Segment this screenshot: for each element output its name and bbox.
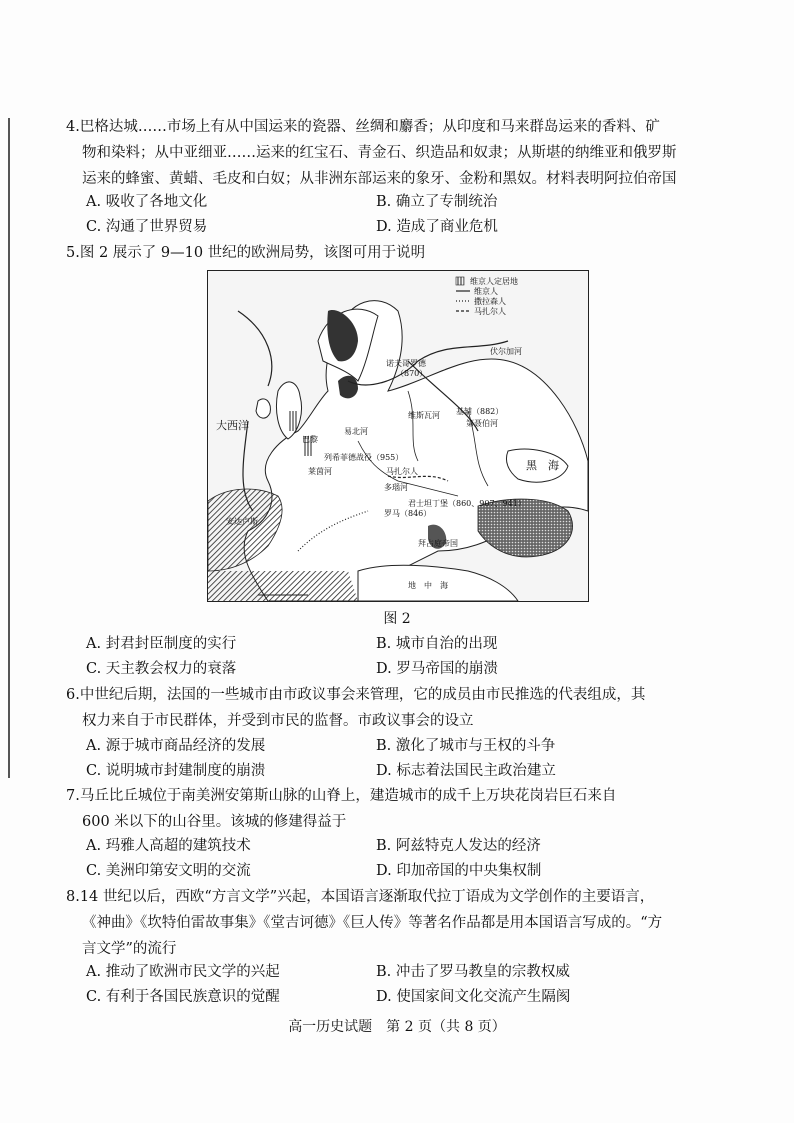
label-volga: 伏尔加河	[490, 347, 522, 356]
q5-option-c[interactable]: C. 天主教会权力的衰落	[86, 661, 237, 677]
question-8-options	[86, 960, 746, 1010]
q6-option-a[interactable]: A. 源于城市商品经济的发展	[86, 738, 266, 754]
figure-caption: 图 2	[383, 611, 411, 627]
page-footer: 高一历史试题 第 2 页（共 8 页）	[288, 1019, 506, 1035]
legend-viking-settlement: 维京人定居地	[470, 277, 518, 286]
label-paris: 巴黎	[302, 435, 318, 444]
q8-line-1: 8.14 世纪以后，西欧“方言文学”兴起，本国语言逐渐取代拉丁语成为文学创作的主要语言，	[66, 889, 655, 905]
label-byzantine: 拜占庭帝国	[418, 539, 458, 548]
q6-line-2: 权力来自于市民群体，并受到市民的监督。市政议事会的设立	[82, 713, 474, 729]
label-mediterranean: 地 中 海	[408, 581, 448, 590]
label-lechfeld: 列希菲德战役（955）	[324, 453, 404, 462]
q6-option-c[interactable]: C. 说明城市封建制度的崩溃	[86, 763, 266, 779]
q7-option-c[interactable]: C. 美洲印第安文明的交流	[86, 863, 251, 879]
label-elbe: 易北河	[344, 427, 368, 436]
q7-option-d[interactable]: D. 印加帝国的中央集权制	[376, 863, 542, 879]
q7-option-b[interactable]: B. 阿兹特克人发达的经济	[376, 838, 541, 854]
label-rome: 罗马（846）	[384, 509, 432, 518]
q5-line-1: 5.图 2 展示了 9—10 世纪的欧洲局势，该图可用于说明	[66, 245, 426, 261]
label-rhine: 莱茵河	[308, 467, 332, 476]
q4-option-b[interactable]: B. 确立了专制统治	[376, 194, 498, 210]
legend-saracens: 撒拉森人	[474, 297, 506, 306]
q6-option-b[interactable]: B. 激化了城市与王权的斗争	[376, 738, 556, 754]
legend-magyars: 马扎尔人	[474, 307, 506, 316]
page-margin-rule	[8, 118, 10, 778]
question-6-options	[86, 734, 746, 784]
europe-map-figure	[207, 270, 589, 602]
legend-vikings: 维京人	[474, 287, 498, 296]
q7-line-2: 600 米以下的山谷里。该城的修建得益于	[82, 814, 347, 830]
q6-line-1: 6.中世纪后期，法国的一些城市由市政议事会来管理，它的成员由市民推选的代表组成，其	[66, 687, 646, 703]
question-5-options	[86, 632, 746, 682]
q4-option-a[interactable]: A. 吸收了各地文化	[86, 194, 208, 210]
q8-line-3: 言文学”的流行	[82, 941, 177, 957]
label-magyars-region: 马扎尔人	[386, 467, 418, 476]
q4-line-1: 4.巴格达城……市场上有从中国运来的瓷器、丝绸和麝香；从印度和马来群岛运来的香料、矿	[66, 119, 660, 135]
q7-line-1: 7.马丘比丘城位于南美洲安第斯山脉的山脊上，建造城市的成千上万块花岗岩巨石来自	[66, 788, 617, 804]
label-novgorod-year: （870）	[396, 369, 428, 378]
question-7-stem	[66, 783, 746, 835]
q5-option-d[interactable]: D. 罗马帝国的崩溃	[376, 661, 498, 677]
q8-option-c[interactable]: C. 有利于各国民族意识的觉醒	[86, 989, 280, 1005]
q7-option-a[interactable]: A. 玛雅人高超的建筑技术	[86, 838, 251, 854]
label-andalus: 安达卢斯	[226, 517, 258, 526]
q8-option-b[interactable]: B. 冲击了罗马教皇的宗教权威	[376, 964, 570, 980]
label-dnieper: 第聂伯河	[466, 419, 498, 428]
label-novgorod: 诺夫哥罗德	[386, 359, 426, 368]
q5-option-a[interactable]: A. 封君封臣制度的实行	[86, 636, 237, 652]
question-4-stem	[66, 114, 746, 192]
question-8-stem	[66, 884, 746, 962]
q4-line-2: 物和染料；从中亚细亚……运来的红宝石、青金石、织造品和奴隶；从斯堪的纳维亚和俄罗斯	[82, 145, 677, 161]
q8-line-2: 《神曲》《坎特伯雷故事集》《堂吉诃德》《巨人传》等著名作品都是用本国语言写成的。“方	[82, 915, 663, 931]
q8-option-a[interactable]: A. 推动了欧洲市民文学的兴起	[86, 964, 280, 980]
question-4-options	[86, 190, 746, 240]
question-5-stem	[66, 240, 746, 266]
q4-line-3: 运来的蜂蜜、黄蜡、毛皮和白奴；从非洲东部运来的象牙、金粉和黑奴。材料表明阿拉伯帝国	[82, 171, 677, 187]
q6-option-d[interactable]: D. 标志着法国民主政治建立	[376, 763, 556, 779]
label-danube: 多瑙河	[384, 483, 408, 492]
q4-option-c[interactable]: C. 沟通了世界贸易	[86, 219, 208, 235]
question-6-stem	[66, 682, 746, 734]
label-kiev: 基辅（882）	[456, 407, 504, 416]
q5-option-b[interactable]: B. 城市自治的出现	[376, 636, 498, 652]
label-constantinople: 君士坦丁堡（860、907、941）	[408, 499, 526, 508]
label-atlantic: 大西洋	[216, 419, 249, 432]
label-black-sea: 黑 海	[526, 459, 559, 472]
question-7-options	[86, 834, 746, 884]
q4-option-d[interactable]: D. 造成了商业危机	[376, 219, 498, 235]
label-vistula: 维斯瓦河	[408, 411, 440, 420]
q8-option-d[interactable]: D. 使国家间文化交流产生隔阂	[376, 989, 571, 1005]
map-drawing	[208, 271, 588, 601]
